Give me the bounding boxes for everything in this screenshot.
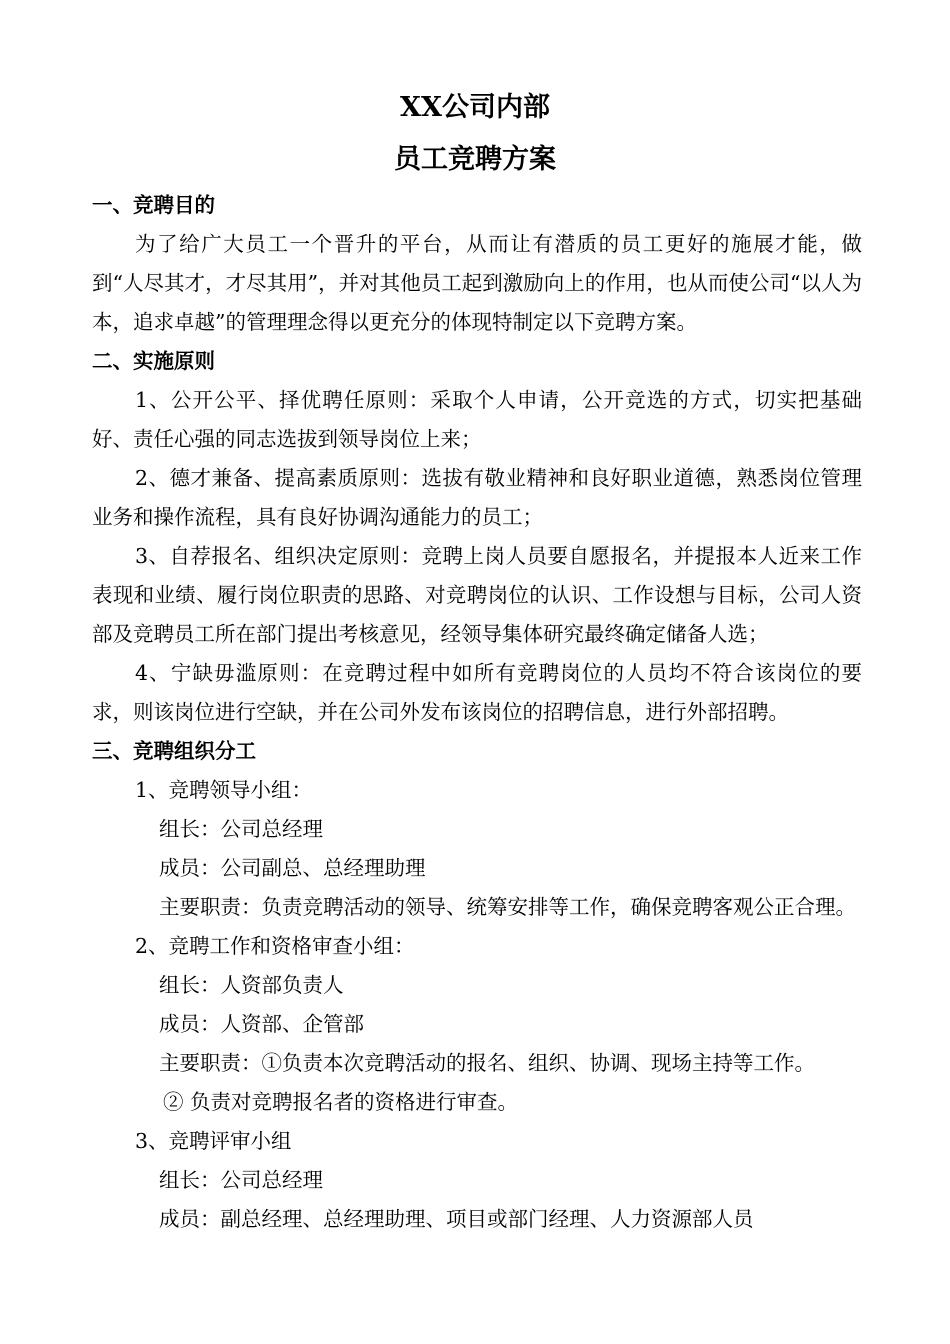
document-body [92,186,862,1239]
group-3-leader: 组长：公司总经理 [159,1168,323,1192]
group-1-duties: 主要职责：负责竞聘活动的领导、统筹安排等工作，确保竞聘客观公正合理。 [159,895,856,919]
group-1-members: 成员：公司副总、总经理助理 [159,856,426,880]
group-2-members: 成员：人资部、企管部 [159,1012,364,1036]
principle-3: 3、自荐报名、组织决定原则：竞聘上岗人员要自愿报名，并提报本人近来工作表现和业绩、履行岗位职责的思路、对竞聘岗位的认识、工作设想与目标，公司人资部及竞聘员工所在部门提出考核意见，经领导集体研究最终确定储备人选； [92,544,862,646]
group-3-members: 成员：副总经理、总经理助理、项目或部门经理、人力资源部人员 [159,1207,754,1231]
group-1-leader: 组长：公司总经理 [159,817,323,841]
principle-4: 4、宁缺毋滥原则：在竞聘过程中如所有竞聘岗位的人员均不符合该岗位的要求，则该岗位进行空缺，并在公司外发布该岗位的招聘信息，进行外部招聘。 [92,661,862,724]
section-heading-organization: 三、竞聘组织分工 [92,739,256,763]
principle-2: 2、德才兼备、提高素质原则：选拔有敬业精神和良好职业道德，熟悉岗位管理业务和操作流程，具有良好协调沟通能力的员工； [92,466,862,529]
group-2-title: 2、竞聘工作和资格审查小组： [135,934,415,958]
group-2-duties-2: ② 负责对竞聘报名者的资格进行审查。 [163,1090,519,1114]
section-heading-principles: 二、实施原则 [92,349,215,373]
group-2-leader: 组长：人资部负责人 [159,973,344,997]
group-1-title: 1、竞聘领导小组： [135,778,313,802]
group-3-title: 3、竞聘评审小组 [135,1129,292,1153]
group-2-duties-1: 主要职责：①负责本次竞聘活动的报名、组织、协调、现场主持等工作。 [159,1051,815,1075]
principle-1: 1、公开公平、择优聘任原则：采取个人申请，公开竞选的方式，切实把基础好、责任心强的同志选拔到领导岗位上来； [92,388,862,451]
section-heading-purpose: 一、竞聘目的 [92,193,215,217]
document-title-line2: 员工竞聘方案 [394,144,556,175]
purpose-paragraph: 为了给广大员工一个晋升的平台，从而让有潜质的员工更好的施展才能，做到“人尽其才，才尽其用”，并对其他员工起到激励向上的作用，也从而使公司“以人为本，追求卓越”的管理理念得以更充分的体现特制定以下竞聘方案。 [92,232,862,334]
document-title-line1: XX公司内部 [400,92,550,123]
